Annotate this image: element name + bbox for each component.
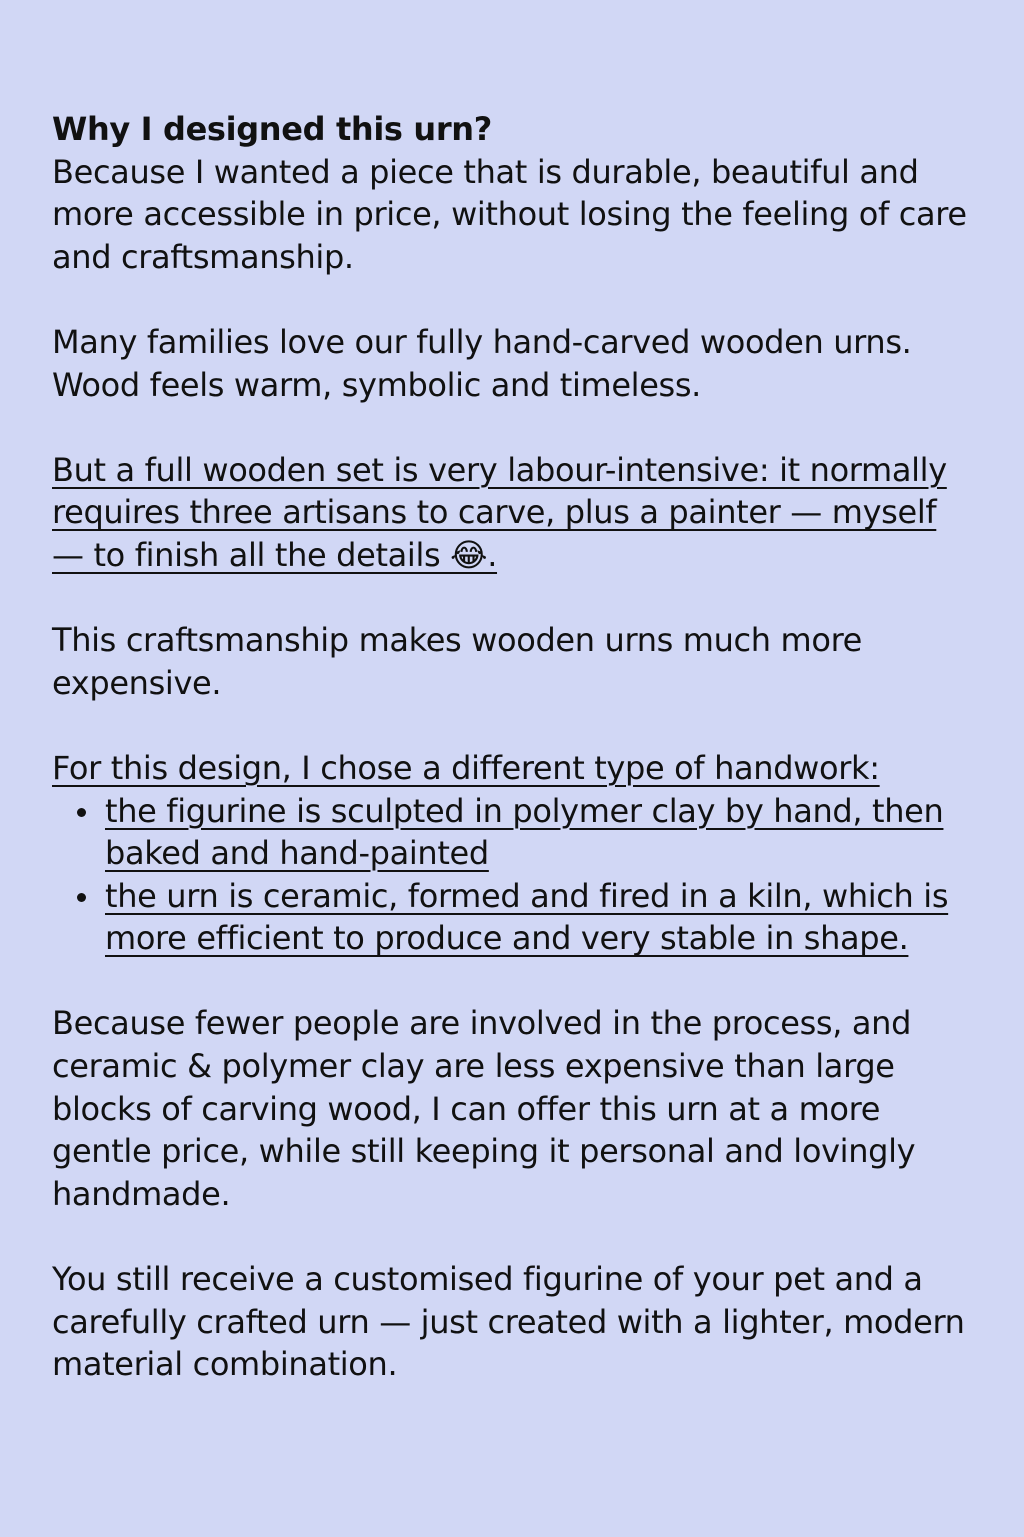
article-body [52, 108, 972, 1386]
paragraph-gap [52, 406, 972, 449]
paragraph-labour [52, 449, 972, 577]
paragraph-gap [52, 1215, 972, 1258]
paragraph-gap [52, 278, 972, 321]
paragraph-gap [52, 960, 972, 1003]
paragraph-wooden-urns: Many families love our fully hand-carved wooden urns. Wood feels warm, symbolic and timeless. [52, 322, 912, 404]
paragraph-gap [52, 577, 972, 620]
list-item [105, 790, 972, 875]
underlined-text: the figurine is sculpted in polymer clay by hand, then baked and hand-painted [105, 791, 944, 873]
paragraph-conclusion: You still receive a customised figurine of your pet and a carefully crafted urn — just created with a lighter, modern material combination. [52, 1260, 965, 1384]
underlined-text: For this design, I chose a different type of handwork: [52, 748, 880, 787]
paragraph-gap [52, 704, 972, 747]
list-item [105, 875, 972, 960]
paragraph-intro: Because I wanted a piece that is durable, beautiful and more accessible in price, without losing the feeling of care and craftsmanship. [52, 152, 967, 276]
paragraph-expensive: This craftsmanship makes wooden urns much more expensive. [52, 621, 863, 702]
paragraph-price: Because fewer people are involved in the process, and ceramic & polymer clay are less expensive than large blocks of carving wood, I can offer this urn at a more gentle price, while still keeping it personal and lovingly handmade. [52, 1004, 916, 1213]
handwork-list [52, 790, 972, 960]
underlined-text: the urn is ceramic, formed and fired in a kiln, which is more efficient to produce and very stable in shape. [105, 876, 949, 958]
paragraph-design-intro [52, 747, 972, 790]
underlined-text: But a full wooden set is very labour-intensive: it normally requires three artisans to carve, plus a painter — myself — to finish all the details 😂. [52, 450, 947, 574]
article-heading: Why I designed this urn? [52, 110, 492, 148]
